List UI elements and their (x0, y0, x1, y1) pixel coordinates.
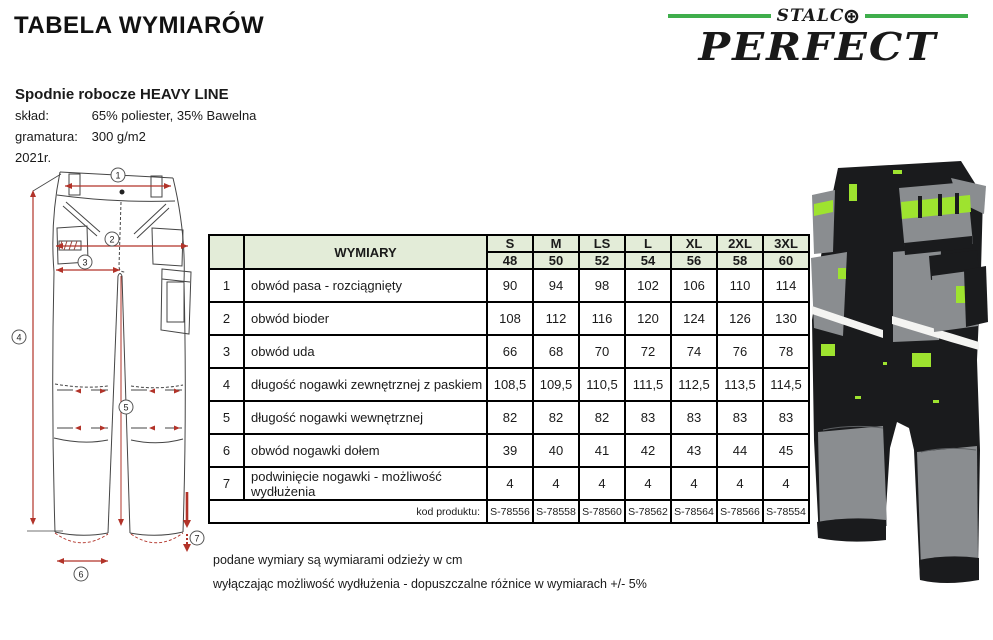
size-value: 94 (533, 269, 579, 302)
size-value: 114,5 (763, 368, 809, 401)
size-value: 76 (717, 335, 763, 368)
header-wymiary-cell: WYMIARY (244, 235, 487, 269)
size-number-header: 50 (533, 252, 579, 269)
footnotes (213, 548, 647, 596)
size-value: 126 (717, 302, 763, 335)
size-value: 4 (533, 467, 579, 500)
row-name: obwód nogawki dołem (244, 434, 487, 467)
size-number-header: 52 (579, 252, 625, 269)
size-value: 39 (487, 434, 533, 467)
product-year: 2021r. (15, 150, 52, 165)
size-value: 82 (533, 401, 579, 434)
row-number: 7 (209, 467, 244, 500)
size-value: 40 (533, 434, 579, 467)
size-number-header: 58 (717, 252, 763, 269)
row-number: 3 (209, 335, 244, 368)
trousers-photo-shapes (811, 161, 988, 583)
row-name: obwód uda (244, 335, 487, 368)
svg-text:4: 4 (16, 332, 22, 343)
product-code: S-78564 (671, 500, 717, 523)
size-value: 112,5 (671, 368, 717, 401)
product-code: S-78558 (533, 500, 579, 523)
svg-text:2: 2 (109, 234, 115, 245)
size-value: 124 (671, 302, 717, 335)
dim-label-3 (78, 255, 92, 269)
size-col-header: 2XL (717, 235, 763, 252)
table-row (209, 335, 809, 368)
size-value: 114 (763, 269, 809, 302)
row-number: 4 (209, 368, 244, 401)
product-code: S-78562 (625, 500, 671, 523)
dim-label-2 (105, 232, 119, 246)
size-value: 82 (487, 401, 533, 434)
dim-label-6 (74, 567, 88, 581)
stalco-o-plus-icon (844, 9, 859, 24)
product-name: Spodnie robocze HEAVY LINE (15, 86, 229, 103)
size-value: 4 (671, 467, 717, 500)
size-value: 120 (625, 302, 671, 335)
size-col-header: XL (671, 235, 717, 252)
page-title: TABELA WYMIARÓW (14, 12, 265, 39)
product-code: S-78554 (763, 500, 809, 523)
size-value: 116 (579, 302, 625, 335)
size-value: 110,5 (579, 368, 625, 401)
trousers-outline (27, 172, 191, 535)
size-value: 74 (671, 335, 717, 368)
size-value: 66 (487, 335, 533, 368)
size-value: 113,5 (717, 368, 763, 401)
size-value: 102 (625, 269, 671, 302)
dim-label-5 (119, 400, 133, 414)
table-row (209, 434, 809, 467)
size-table (208, 234, 810, 524)
size-value: 42 (625, 434, 671, 467)
product-sklad (15, 108, 256, 123)
product-code: S-78556 (487, 500, 533, 523)
brand-logo-top (668, 6, 968, 26)
logo-green-bar-right (865, 14, 968, 18)
svg-text:5: 5 (123, 402, 129, 413)
table-row (209, 269, 809, 302)
brand-stalco-text: STALC (776, 6, 845, 26)
size-value: 83 (625, 401, 671, 434)
size-value: 98 (579, 269, 625, 302)
sklad-value: 65% poliester, 35% Bawelna (91, 108, 257, 123)
size-number-header: 56 (671, 252, 717, 269)
trousers-product-photo (793, 140, 993, 640)
row-number: 6 (209, 434, 244, 467)
brand-perfect: PERFECT (698, 24, 938, 70)
footnote-line: podane wymiary są wymiarami odzieży w cm (213, 553, 463, 567)
size-value: 112 (533, 302, 579, 335)
size-value: 82 (579, 401, 625, 434)
dim-label-1 (111, 168, 125, 182)
trousers-measurement-sketch (5, 162, 210, 607)
size-table-header-row (209, 235, 809, 252)
size-value: 90 (487, 269, 533, 302)
logo-green-bar-left (668, 14, 771, 18)
sklad-label: skład: (15, 108, 49, 123)
size-col-header: LS (579, 235, 625, 252)
svg-text:1: 1 (115, 170, 121, 181)
row-name: obwód pasa - rozciągnięty (244, 269, 487, 302)
header-corner-cell (209, 235, 244, 269)
dim-label-4 (12, 330, 26, 344)
size-number-header: 48 (487, 252, 533, 269)
dim-label-7 (190, 531, 204, 545)
size-col-header: M (533, 235, 579, 252)
row-number: 2 (209, 302, 244, 335)
size-value: 83 (717, 401, 763, 434)
size-value: 45 (763, 434, 809, 467)
table-row (209, 368, 809, 401)
row-number: 1 (209, 269, 244, 302)
svg-text:3: 3 (82, 257, 88, 268)
size-value: 72 (625, 335, 671, 368)
table-row (209, 401, 809, 434)
row-name: długość nogawki wewnętrznej (244, 401, 487, 434)
size-value: 108 (487, 302, 533, 335)
size-value: 41 (579, 434, 625, 467)
product-code: S-78566 (717, 500, 763, 523)
size-value: 109,5 (533, 368, 579, 401)
size-value: 4 (763, 467, 809, 500)
size-value: 110 (717, 269, 763, 302)
product-code-label: kod produktu: (209, 500, 487, 523)
table-row (209, 302, 809, 335)
size-value: 43 (671, 434, 717, 467)
svg-text:7: 7 (194, 533, 200, 544)
product-code: S-78560 (579, 500, 625, 523)
size-value: 130 (763, 302, 809, 335)
size-value: 4 (717, 467, 763, 500)
size-number-header: 60 (763, 252, 809, 269)
size-col-header: S (487, 235, 533, 252)
size-value: 83 (671, 401, 717, 434)
svg-text:6: 6 (78, 569, 84, 580)
size-value: 83 (763, 401, 809, 434)
size-value: 4 (579, 467, 625, 500)
size-value: 70 (579, 335, 625, 368)
size-col-header: 3XL (763, 235, 809, 252)
size-value: 111,5 (625, 368, 671, 401)
brand-stalco (777, 6, 860, 26)
product-code-row (209, 500, 809, 523)
size-value: 106 (671, 269, 717, 302)
gramatura-label: gramatura: (15, 129, 78, 144)
gramatura-value: 300 g/m2 (91, 129, 146, 144)
size-number-header: 54 (625, 252, 671, 269)
row-name: długość nogawki zewnętrznej z paskiem (244, 368, 487, 401)
size-col-header: L (625, 235, 671, 252)
brand-logo (668, 6, 968, 68)
footnote-line: wyłączając możliwość wydłużenia - dopuszczalne różnice w wymiarach +/- 5% (213, 577, 647, 591)
size-value: 4 (625, 467, 671, 500)
product-gramatura (15, 129, 146, 144)
size-value: 78 (763, 335, 809, 368)
row-number: 5 (209, 401, 244, 434)
size-value: 44 (717, 434, 763, 467)
row-name: obwód bioder (244, 302, 487, 335)
size-value: 108,5 (487, 368, 533, 401)
size-value: 68 (533, 335, 579, 368)
row-name: podwinięcie nogawki - możliwość wydłużenia (244, 467, 487, 500)
size-value: 4 (487, 467, 533, 500)
table-row (209, 467, 809, 500)
